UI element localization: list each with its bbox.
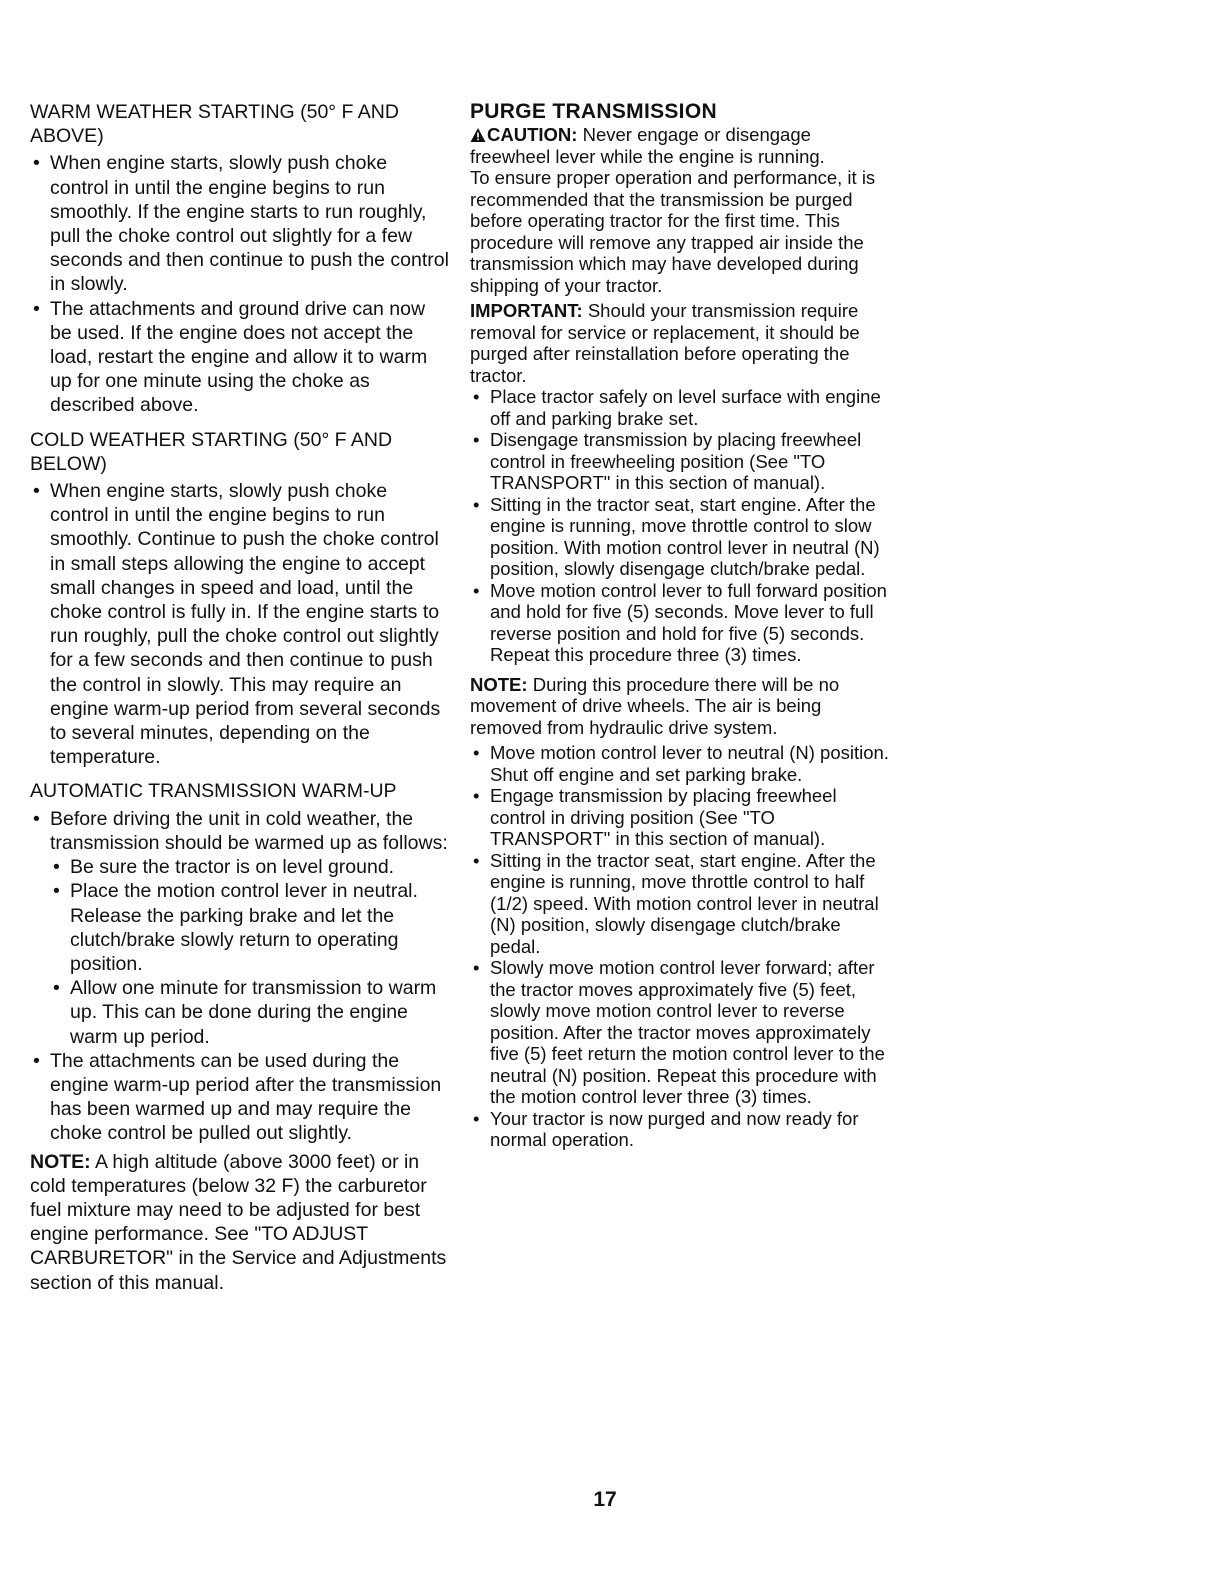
list-item: • Place tractor safely on level surface with engine off and parking brake set. — [470, 386, 890, 429]
page-number: 17 — [593, 1488, 617, 1511]
sub-list — [50, 855, 450, 1049]
important-text: Should your transmission require removal for service or replacement, it should be purged after reinstallation before operating the tractor. — [470, 300, 860, 386]
note-text: A high altitude (above 3000 feet) or in cold temperatures (below 32 F) the carburetor fuel mixture may need to be adjusted for best engine performance. See "TO ADJUST CARBURETOR" in the Service and Adjustments section of this manual. — [30, 1150, 447, 1294]
note-label: NOTE: — [470, 673, 528, 695]
list-item: • When engine starts, slowly push choke control in until the engine begins to run smoothly. Continue to push the choke control in small steps allowing the engine to accept small changes in speed and load, until the choke control is fully in. If the engine starts to run roughly, pull the choke control out slightly for a few seconds and then continue to push the control in slowly. This may require an engine warm-up period from several seconds to several minutes, depending on the temperature. — [30, 479, 450, 769]
purge-steps-list-2 — [470, 742, 890, 1151]
list-item: • The attachments can be used during the engine warm-up period after the transmission has been warmed up and may require the choke control be pulled out slightly. — [30, 1049, 450, 1146]
auto-transmission-list — [30, 807, 450, 1146]
warm-weather-list — [30, 151, 450, 417]
cold-weather-list — [30, 479, 450, 769]
list-item: • Engage transmission by placing freewheel control in driving position (See "TO TRANSPORT" in this section of manual). — [470, 785, 890, 850]
note-text: During this procedure there will be no movement of drive wheels. The air is being removed from hydraulic drive system. — [470, 673, 840, 738]
warning-triangle-icon — [470, 126, 486, 142]
note-label: NOTE: — [30, 1150, 91, 1173]
list-item: • The attachments and ground drive can now be used. If the engine does not accept the load, restart the engine and allow it to warm up for one minute using the choke as described above. — [30, 297, 450, 418]
right-column — [470, 100, 890, 1155]
altitude-note — [30, 1150, 450, 1295]
list-item — [30, 807, 450, 1049]
list-item: • Move motion control lever to neutral (N) position. Shut off engine and set parking brake. — [470, 742, 890, 785]
left-column — [30, 100, 450, 1295]
list-item: • Your tractor is now purged and now ready for normal operation. — [470, 1108, 890, 1151]
auto-transmission-heading: AUTOMATIC TRANSMISSION WARM-UP — [30, 780, 397, 803]
sub-list-item: • Be sure the tractor is on level ground. — [50, 855, 450, 879]
warm-weather-heading: WARM WEATHER STARTING (50° F AND ABOVE) — [30, 101, 399, 148]
list-item: • When engine starts, slowly push choke control in until the engine begins to run smoothly. If the engine starts to run roughly, pull the choke control out slightly for a few seconds and then continue to push the control in slowly. — [30, 151, 450, 296]
list-item: • Sitting in the tractor seat, start engine. After the engine is running, move throttle control to half (1/2) speed. With motion control lever in neutral (N) position, slowly disengage clutch/brake pedal. — [470, 850, 890, 958]
sub-list-item: • Place the motion control lever in neutral. Release the parking brake and let the clutch/brake slowly return to operating position. — [50, 879, 450, 976]
purge-steps-list — [470, 386, 890, 666]
list-item: • Sitting in the tractor seat, start engine. After the engine is running, move throttle control to slow position. With motion control lever in neutral (N) position, slowly disengage clutch/brake pedal. — [470, 494, 890, 580]
purge-intro: To ensure proper operation and performance, it is recommended that the transmission be purged before operating tractor for the first time. This procedure will remove any trapped air inside the transmission which may have developed during shipping of your tractor. — [470, 167, 876, 296]
important-paragraph — [470, 300, 890, 386]
list-item-text: Before driving the unit in cold weather, the transmission should be warmed up as follows: — [50, 807, 448, 854]
purge-transmission-title: PURGE TRANSMISSION — [470, 100, 717, 123]
list-item: • Slowly move motion control lever forward; after the tractor moves approximately five (5) feet, slowly move motion control lever to reverse position. After the tractor moves approximately five (5) feet return the motion control lever to the neutral (N) position. Repeat this procedure with the motion control lever three (3) times. — [470, 957, 890, 1108]
list-item: • Disengage transmission by placing freewheel control in freewheeling position (See "TO TRANSPORT" in this section of manual). — [470, 429, 890, 494]
list-item: • Move motion control lever to full forward position and hold for five (5) seconds. Move lever to full reverse position and hold for five (5) seconds. Repeat this procedure three (3) times. — [470, 580, 890, 666]
drive-wheels-note — [470, 674, 890, 739]
caution-label: CAUTION: — [487, 124, 578, 145]
caution-text: Never engage or disengage freewheel lever while the engine is running. — [470, 124, 825, 167]
important-label: IMPORTANT: — [470, 300, 583, 321]
sub-list-item: • Allow one minute for transmission to warm up. This can be done during the engine warm up period. — [50, 976, 450, 1049]
cold-weather-heading: COLD WEATHER STARTING (50° F AND BELOW) — [30, 428, 393, 475]
caution-paragraph — [470, 124, 890, 167]
